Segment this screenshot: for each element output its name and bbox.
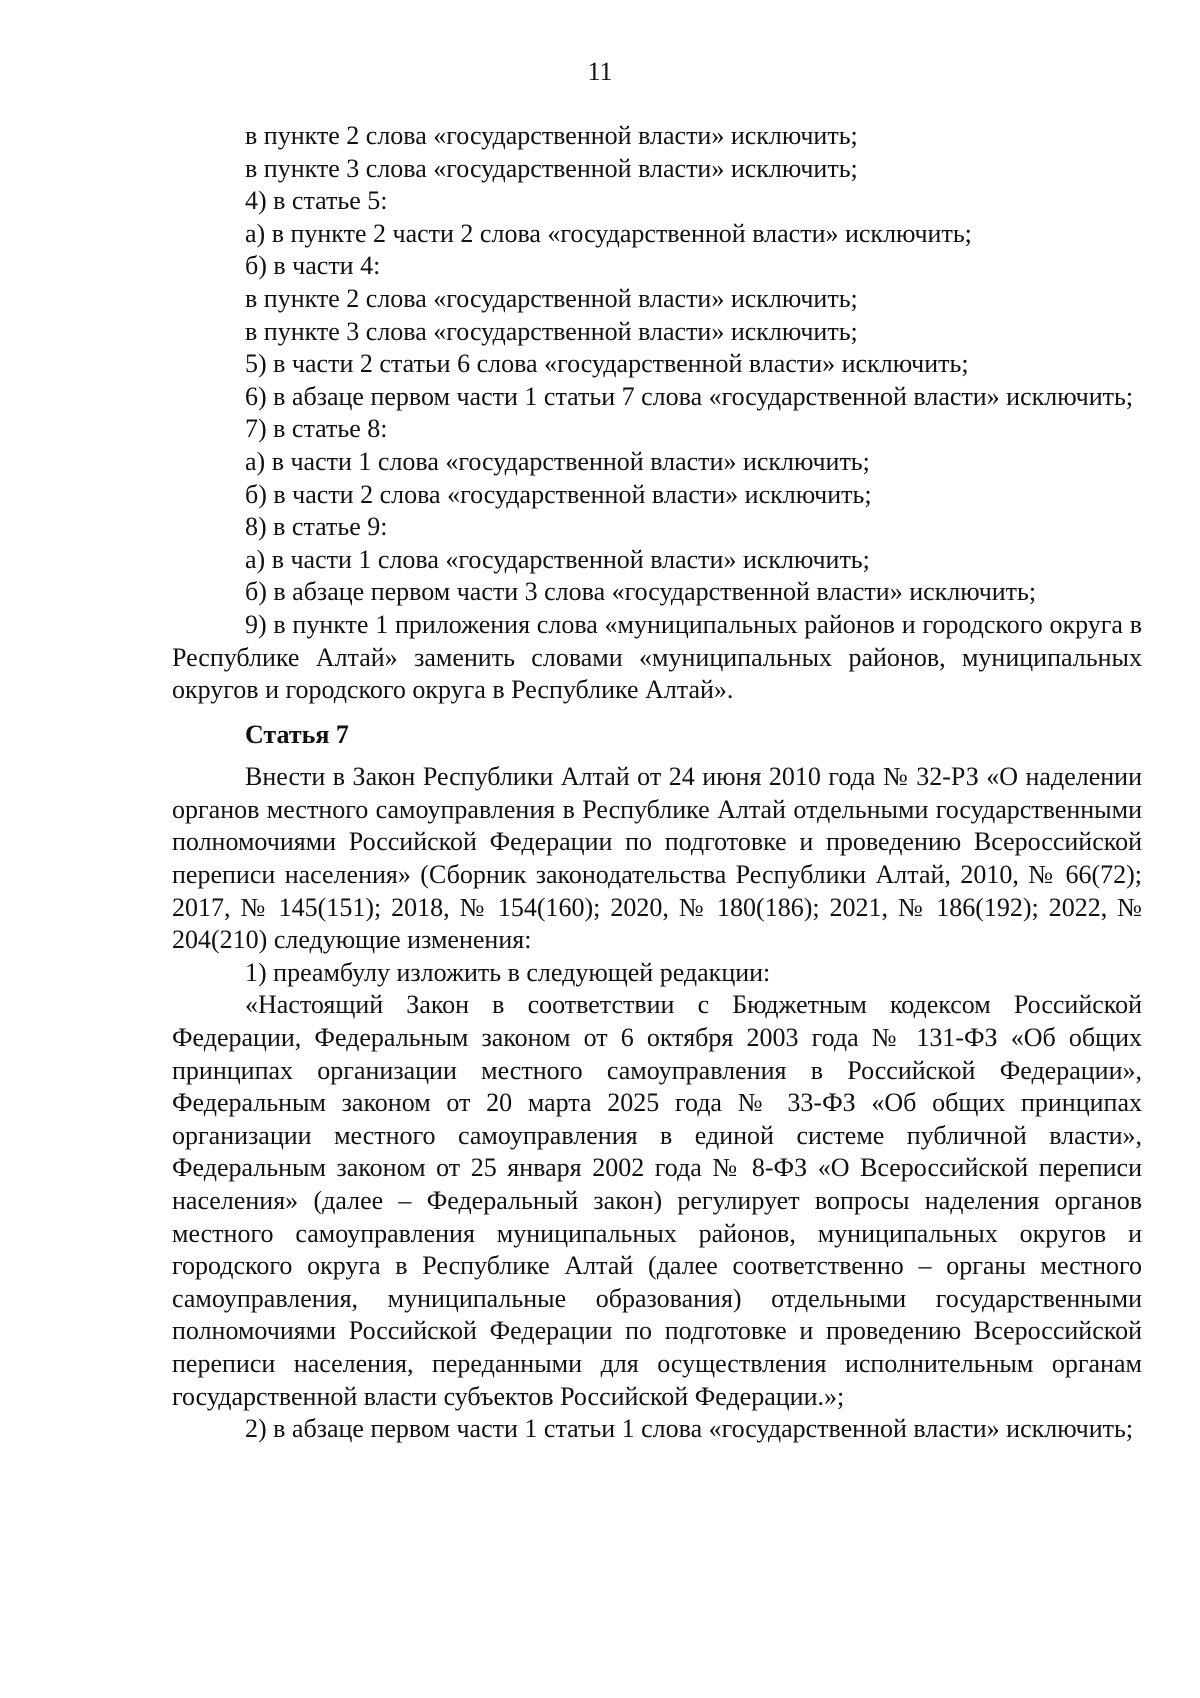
paragraph: а) в пункте 2 части 2 слова «государственной власти» исключить; <box>245 218 972 248</box>
paragraph: 1) преамбулу изложить в следующей редакции: <box>245 957 771 987</box>
paragraph: 5) в части 2 статьи 6 слова «государственной власти» исключить; <box>245 349 969 379</box>
paragraph: б) в части 2 слова «государственной власти» исключить; <box>245 479 872 509</box>
paragraph: б) в абзаце первом части 3 слова «государственной власти» исключить; <box>245 577 1037 607</box>
paragraph: в пункте 3 слова «государственной власти» исключить; <box>245 316 858 346</box>
paragraph: а) в части 1 слова «государственной власти» исключить; <box>245 544 870 574</box>
paragraph: в пункте 3 слова «государственной власти» исключить; <box>245 153 858 183</box>
page-number: 11 <box>587 57 613 86</box>
paragraph: 7) в статье 8: <box>245 414 388 444</box>
paragraph: Внести в Закон Республики Алтай от 24 июня 2010 года № 32-РЗ «О наделении органов местного самоуправления в Республике Алтай отдельными государственными полномочиями Российской Федерации по подготовке и проведению Всероссийской переписи населения» (Сборник законодательства Республики Алтай, 2010, № 66(72); 2017, № 145(151); 2018, № 154(160); 2020, № 180(186); 2021, № 186(192); 2022, № 204(210) следующие изменения: <box>172 762 1142 955</box>
paragraph: а) в части 1 слова «государственной власти» исключить; <box>245 446 870 476</box>
document-body <box>172 120 1142 1446</box>
paragraph: в пункте 2 слова «государственной власти» исключить; <box>245 121 858 150</box>
paragraph: 8) в статье 9: <box>245 512 388 542</box>
paragraph: б) в части 4: <box>245 251 381 281</box>
paragraph: 9) в пункте 1 приложения слова «муниципальных районов и городского округа в Республике Алтай» заменить словами «муниципальных районов, муниципальных округов и городского округа в Республике Алтай». <box>172 609 1142 705</box>
paragraph: 2) в абзаце первом части 1 статьи 1 слова «государственной власти» исключить; <box>245 1414 1134 1444</box>
paragraph: в пункте 2 слова «государственной власти» исключить; <box>245 283 858 313</box>
paragraph: «Настоящий Закон в соответствии с Бюджетным кодексом Российской Федерации, Федеральным законом от 6 октября 2003 года № 131-ФЗ «Об общих принципах организации местного самоуправления в Российской Федерации», Федеральным законом от 20 марта 2025 года № 33-ФЗ «Об общих принципах организации местного самоуправления в единой системе публичной власти», Федеральным законом от 25 января 2002 года № 8-ФЗ «О Всероссийской переписи населения» (далее – Федеральный закон) регулирует вопросы наделения органов местного самоуправления муниципальных районов, муниципальных округов и городского округа в Республике Алтай (далее соответственно – органы местного самоуправления, муниципальные образования) отдельными государственными полномочиями Российской Федерации по подготовке и проведению Всероссийской переписи населения, переданными для осуществления исполнительным органам государственной власти субъектов Российской Федерации.»; <box>172 990 1142 1411</box>
paragraph: 4) в статье 5: <box>245 186 388 216</box>
paragraph: 6) в абзаце первом части 1 статьи 7 слова «государственной власти» исключить; <box>245 381 1134 411</box>
article-heading: Статья 7 <box>245 719 349 749</box>
